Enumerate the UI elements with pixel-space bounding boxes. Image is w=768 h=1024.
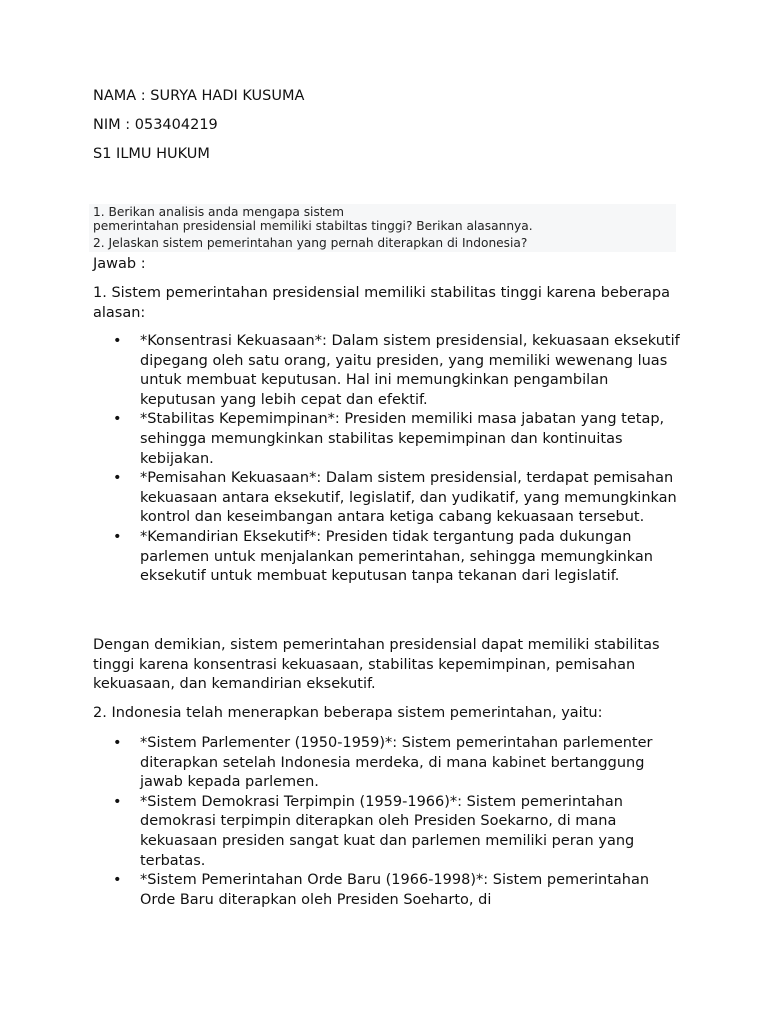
list-item: • *Pemisahan Kekuasaan*: Dalam sistem presidensial, terdapat pemisahan kekuasaan antara eksekutif, legislatif, dan yudikatif, yang memungkinkan kontrol dan keseimbangan antara ketiga cabang kekuasaan tersebut. [113, 470, 677, 526]
list-item: • *Konsentrasi Kekuasaan*: Dalam sistem presidensial, kekuasaan eksekutif dipegang oleh satu orang, yaitu presiden, yang memiliki wewenang luas untuk membuat keputusan. Hal ini memungkinkan pengambilan keputusan yang lebih cepat dan efektif. [113, 333, 680, 408]
list-item: • *Sistem Pemerintahan Orde Baru (1966-1998)*: Sistem pemerintahan Orde Baru diterapkan oleh Presiden Soeharto, di [113, 872, 650, 908]
study-program: S1 ILMU HUKUM [93, 146, 210, 162]
list-item: • *Sistem Demokrasi Terpimpin (1959-1966)*: Sistem pemerintahan demokrasi terpimpin diterapkan oleh Presiden Soekarno, di mana kekuasaan presiden sangat kuat dan parlemen memiliki peran yang terbatas. [113, 793, 635, 869]
answer-1-list [93, 332, 683, 587]
bullet-icon: • [113, 872, 122, 889]
bullet-icon: • [113, 528, 122, 545]
list-item: • *Kemandirian Eksekutif*: Presiden tidak tergantung pada dukungan parlemen untuk menjalankan pemerintahan, sehingga memungkinkan eksekutif untuk membuat keputusan tanpa tekanan dari legislatif. [113, 528, 653, 585]
answer-label: Jawab : [93, 256, 146, 272]
question-2: 2. Jelaskan sistem pemerintahan yang pernah diterapkan di Indonesia? [93, 236, 528, 250]
answer-2-intro: 2. Indonesia telah menerapkan beberapa sistem pemerintahan, yaitu: [93, 705, 603, 721]
bullet-icon: • [113, 735, 122, 751]
list-item: • *Stabilitas Kepemimpinan*: Presiden memiliki masa jabatan yang tetap, sehingga memungkinkan stabilitas kepemimpinan dan kontinuitas kebijakan. [113, 411, 665, 467]
student-name: NAMA : SURYA HADI KUSUMA [93, 88, 305, 104]
questions-box [89, 204, 676, 252]
question-1-line-1: 1. Berikan analisis anda mengapa sistem [93, 205, 344, 219]
bullet-icon: • [113, 793, 122, 810]
list-item: • *Sistem Parlementer (1950-1959)*: Sistem pemerintahan parlementer diterapkan setelah Indonesia merdeka, di mana kabinet bertanggung jawab kepada parlemen. [113, 735, 653, 791]
bullet-icon: • [113, 411, 122, 428]
question-1-line-2: pemerintahan presidensial memiliki stabiltas tinggi? Berikan alasannya. [93, 219, 533, 233]
bullet-icon: • [113, 333, 122, 349]
answer-1-intro: 1. Sistem pemerintahan presidensial memiliki stabilitas tinggi karena beberapa alasan: [93, 285, 670, 321]
answer-1-conclusion: Dengan demikian, sistem pemerintahan presidensial dapat memiliki stabilitas tinggi karena konsentrasi kekuasaan, stabilitas kepemimpinan, pemisahan kekuasaan, dan kemandirian eksekutif. [93, 637, 660, 693]
answer-2-list [93, 734, 683, 910]
bullet-icon: • [113, 470, 122, 487]
student-nim: NIM : 053404219 [93, 117, 218, 133]
